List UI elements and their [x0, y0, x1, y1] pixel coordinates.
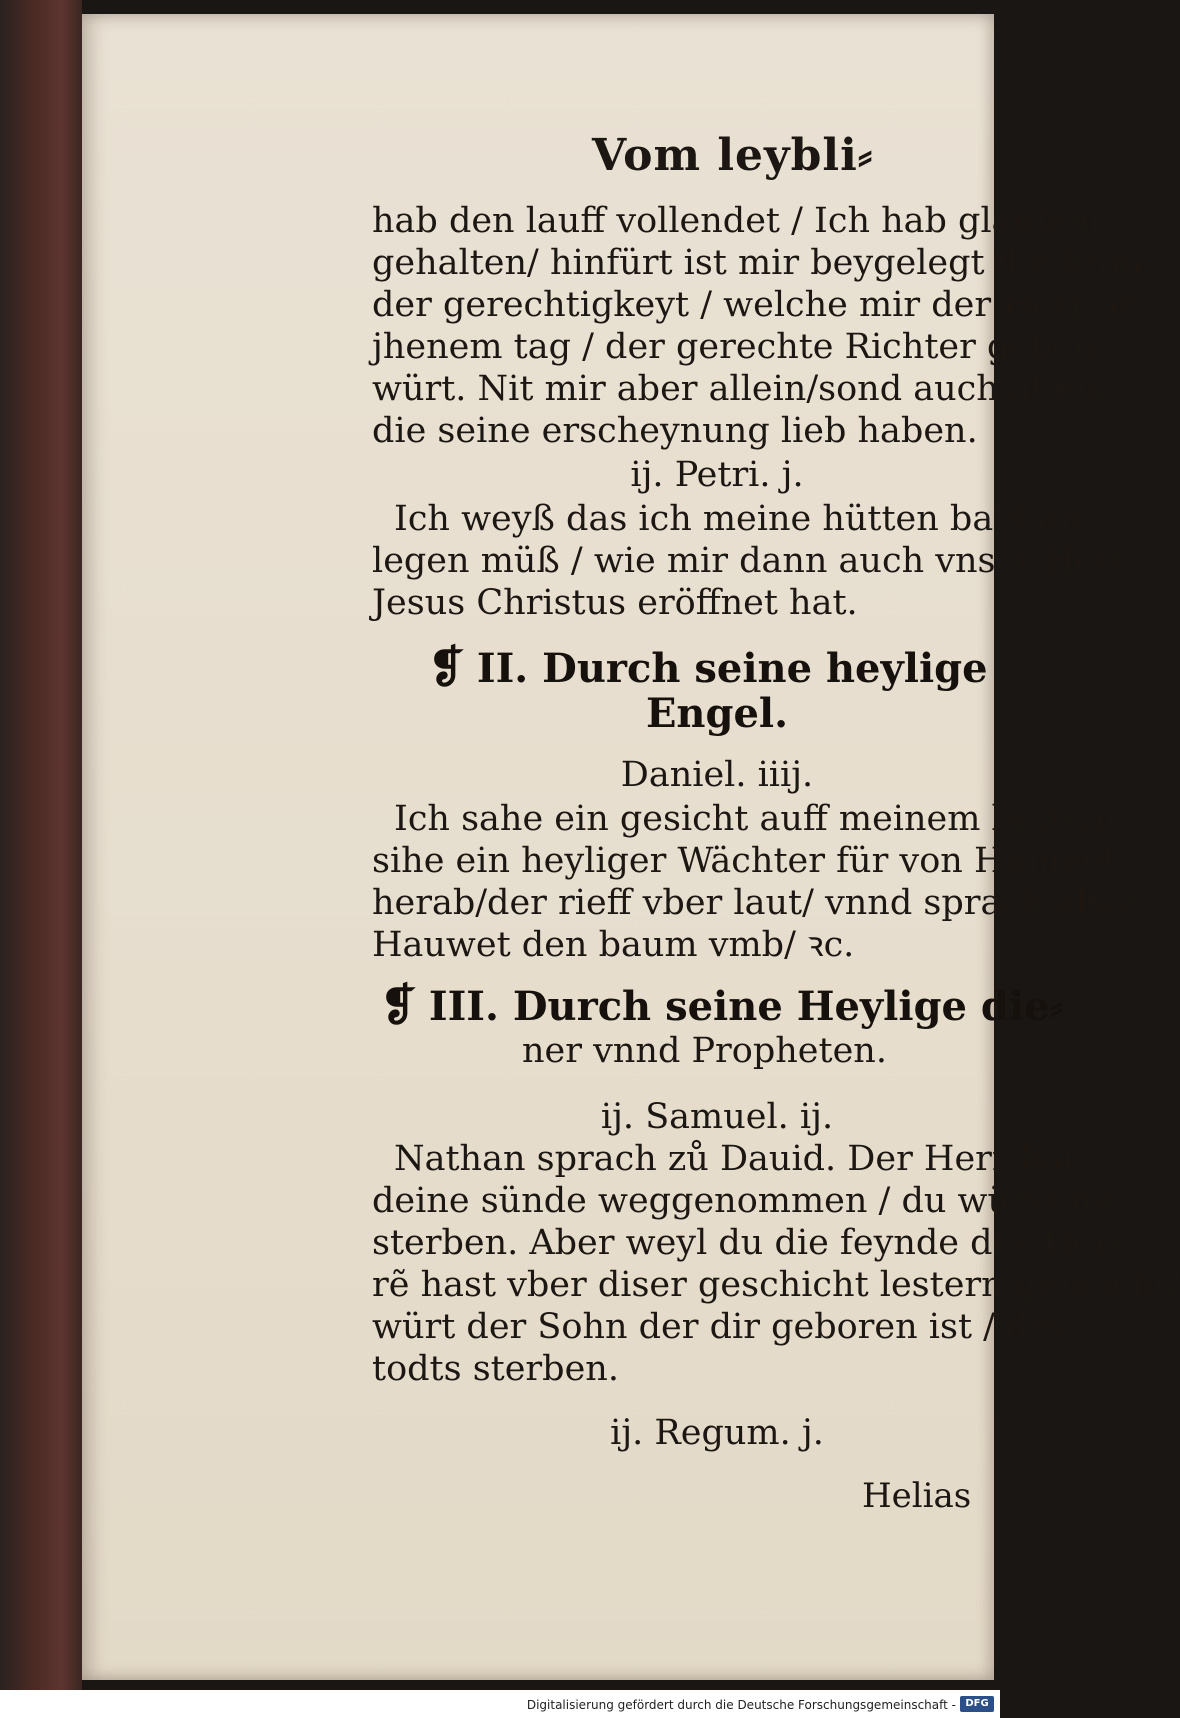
book-spine-edge [0, 0, 82, 1690]
text-line: würt. Nit mir aber allein/sond auch allen/ [372, 369, 1109, 409]
footer-credit: Digitalisierung gefördert durch die Deutsche Forschungsgemeinschaft - [526, 1698, 956, 1712]
scripture-reference: ij. Petri. j. [630, 455, 804, 495]
paragraph-mark-icon: ❡ [380, 980, 417, 1031]
text-line: legen müß / wie mir dann auch vnser Herr [372, 541, 1129, 581]
text-line: würt der Sohn der dir geboren ist / des [372, 1307, 1068, 1347]
text-line: sihe ein heyliger Wächter für von Himmel [372, 841, 1114, 881]
text-line: herab/der rieff vber laut/ vnnd sprach also/ [372, 883, 1138, 923]
scripture-reference: ij. Regum. j. [610, 1413, 824, 1453]
text-line: sterben. Aber weyl du die feynde des Her⸗ [372, 1223, 1122, 1263]
catchword: Helias [862, 1476, 972, 1516]
text-line: hab den lauff vollendet / Ich hab glauben [372, 201, 1101, 241]
section-heading-text: II. Durch seine heylige [476, 645, 988, 692]
text-line: Jesus Christus eröffnet hat. [372, 583, 858, 623]
text-line: Ich sahe ein gesicht auff meinem bett/vñ [394, 799, 1117, 839]
text-line: todts sterben. [372, 1349, 619, 1389]
running-header: Vom leybli⸗ [592, 130, 874, 181]
text-line: rẽ hast vber diser geschicht lestern gemacht/ [372, 1265, 1180, 1305]
text-line: deine sünde weggenommen / du würst nit [372, 1181, 1118, 1221]
text-line: jhenem tag / der gerechte Richter geben [372, 327, 1096, 367]
digitization-footer [0, 1690, 1000, 1718]
text-line: Ich weyß das ich meine hütten bald ab⸗ [394, 499, 1093, 539]
section-heading-continuation: Engel. [645, 690, 789, 737]
section-heading-2 [428, 642, 988, 693]
book-page [82, 14, 1180, 1680]
text-line: Nathan sprach zů Dauid. Der Herr hat [394, 1139, 1078, 1179]
scripture-reference: Daniel. iiij. [620, 755, 814, 795]
text-line: gehalten/ hinfürt ist mir beygelegt die kron [372, 243, 1143, 283]
section-heading-3 [380, 980, 1063, 1031]
text-line: Hauwet den baum vmb/ ꝛc. [372, 925, 855, 965]
paragraph-mark-icon: ❡ [428, 642, 465, 693]
scripture-reference: ij. Samuel. ij. [600, 1097, 834, 1137]
text-line: die seine erscheynung lieb haben. [372, 411, 978, 451]
text-line: der gerechtigkeyt / welche mir der Herr an [372, 285, 1142, 325]
section-heading-text: III. Durch seine Heylige die⸗ [428, 983, 1063, 1030]
section-heading-continuation: ner vnnd Propheten. [522, 1031, 887, 1071]
dfg-logo: DFG [960, 1696, 994, 1712]
